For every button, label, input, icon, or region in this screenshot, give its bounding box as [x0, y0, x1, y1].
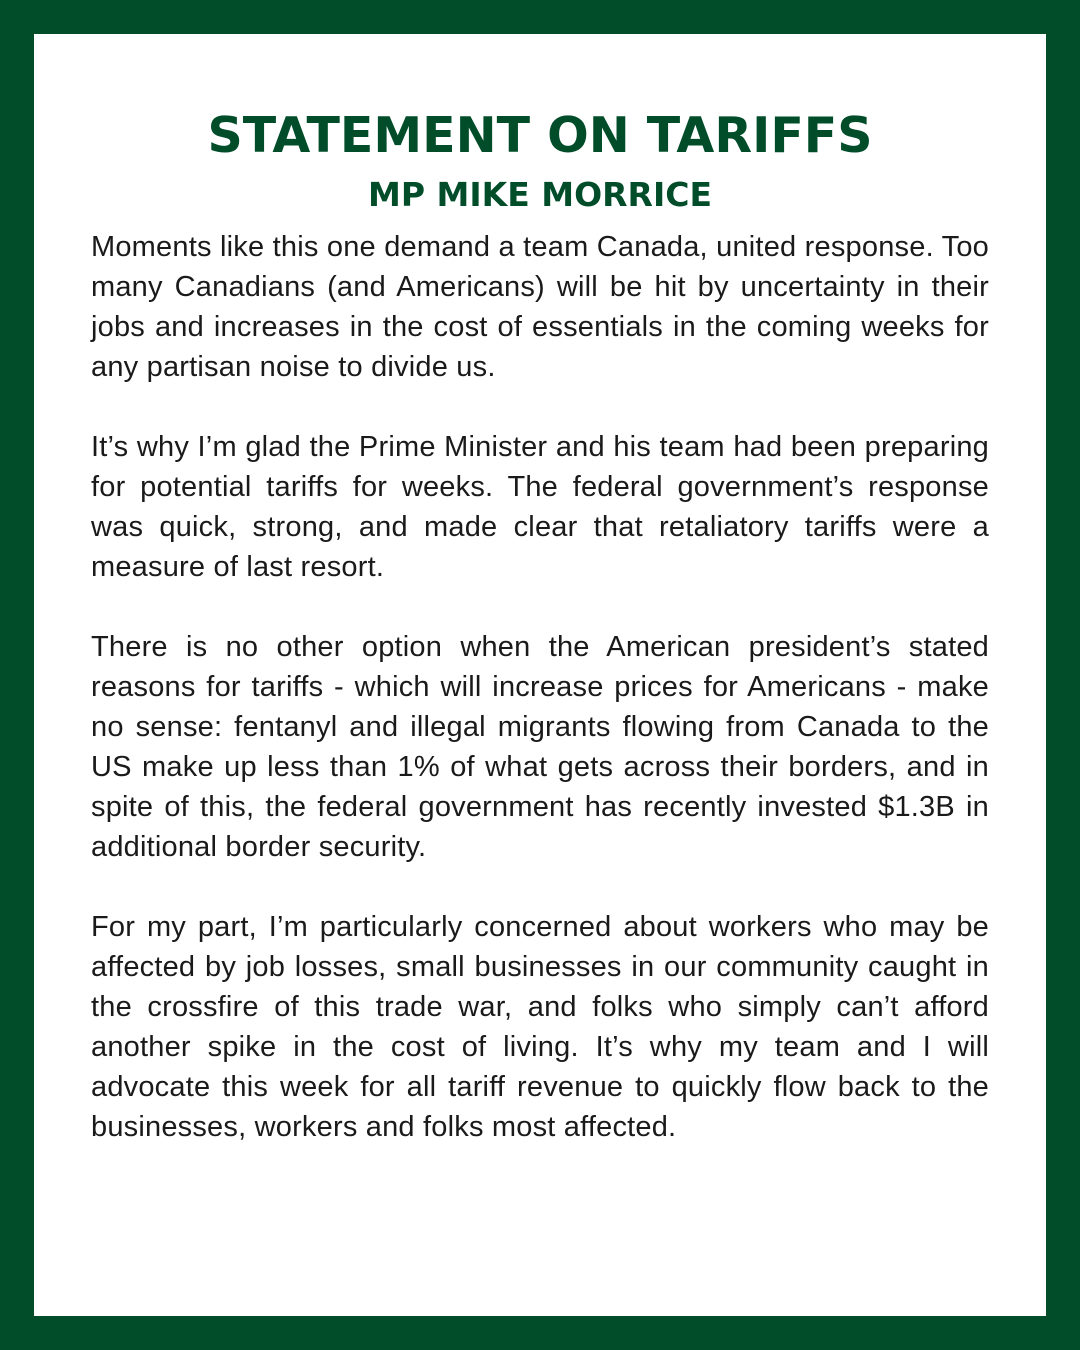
statement-card	[34, 34, 1046, 1316]
page-title: STATEMENT ON TARIFFS	[207, 107, 873, 164]
paragraph-4: For my part, I’m particularly concerned about workers who may be affected by job losses, small businesses in our community caught in the crossfire of this trade war, and folks who simply can’t afford another spike in the cost of living. It’s why my team and I will advocate this week for all tariff revenue to quickly flow back to the businesses, workers and folks most affected.	[91, 911, 989, 1143]
paragraph-1: Moments like this one demand a team Canada, united response. Too many Canadians (and Americans) will be hit by uncertainty in their jobs and increases in the cost of essentials in the coming weeks for any partisan noise to divide us.	[91, 231, 989, 383]
author-subtitle: MP MIKE MORRICE	[368, 175, 712, 214]
paragraph-2: It’s why I’m glad the Prime Minister and his team had been preparing for potential tariffs for weeks. The federal government’s response was quick, strong, and made clear that retaliatory tariffs were a measure of last resort.	[91, 431, 989, 583]
paragraph-3: There is no other option when the American president’s stated reasons for tariffs - which will increase prices for Americans - make no sense: fentanyl and illegal migrants flowing from Canada to the US make up less than 1% of what gets across their borders, and in spite of this, the federal government has recently invested $1.3B in additional border security.	[91, 631, 989, 863]
statement-body	[91, 227, 989, 1147]
